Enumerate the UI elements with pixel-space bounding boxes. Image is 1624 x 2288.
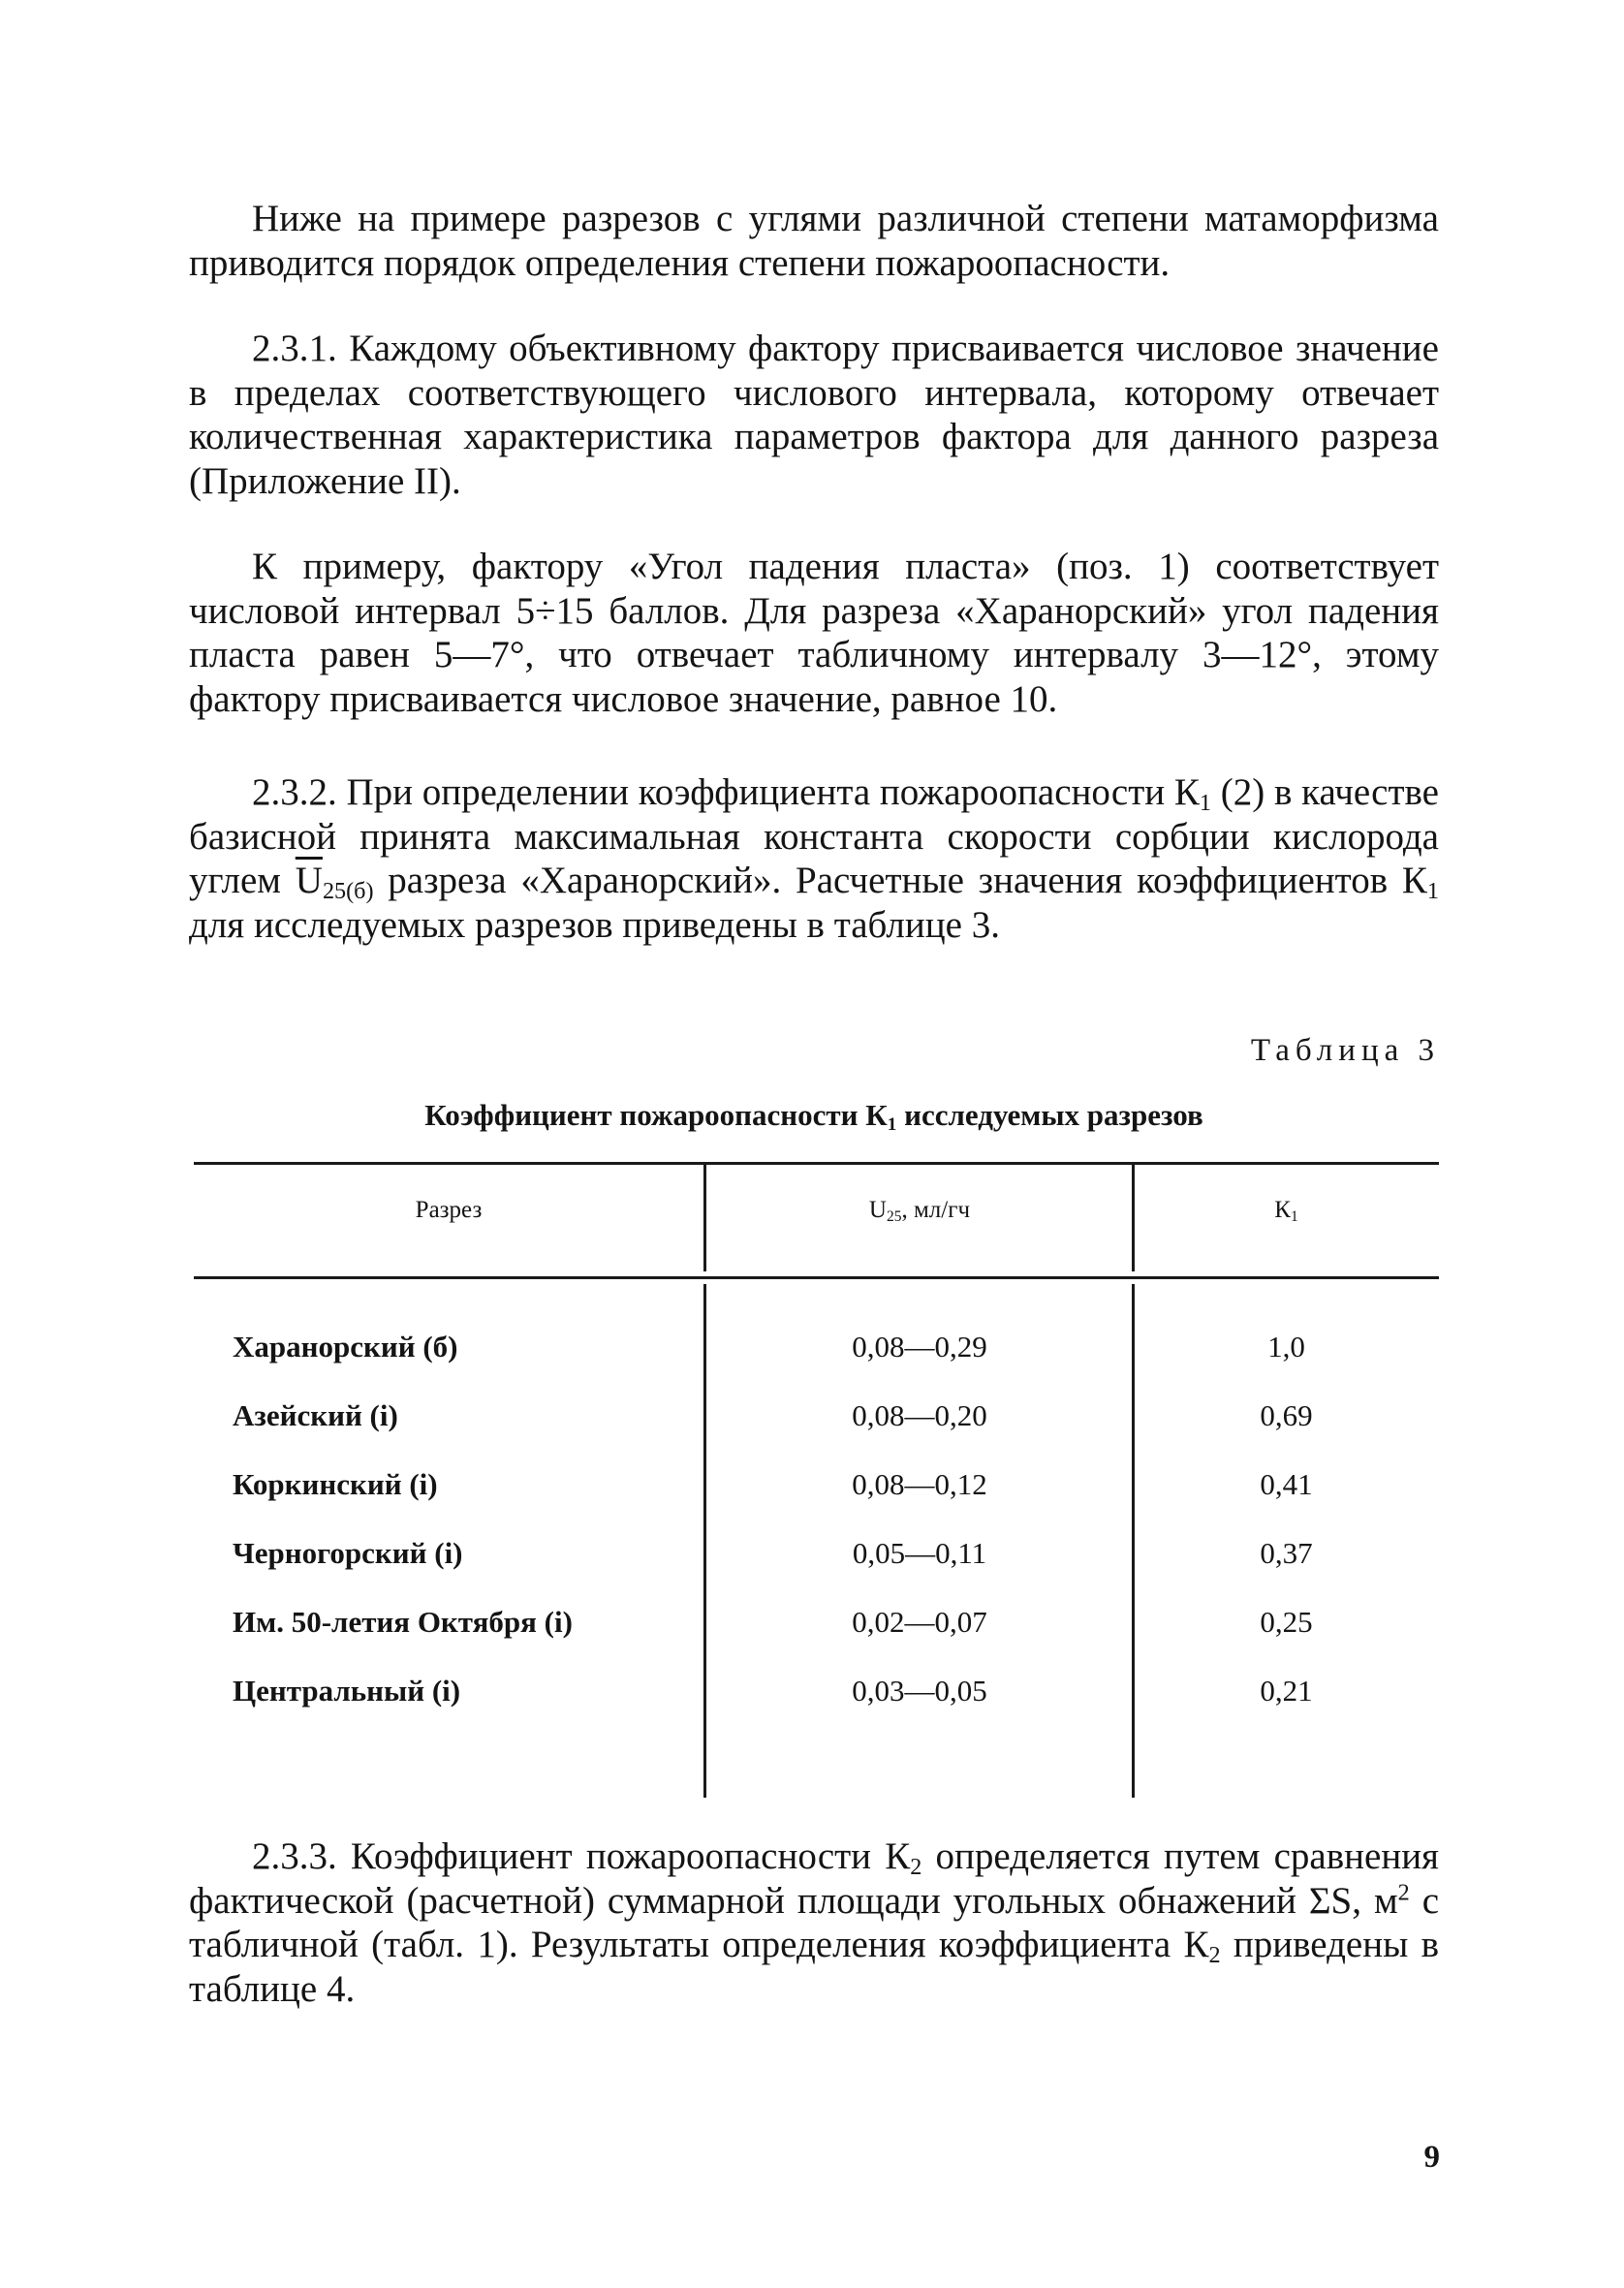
section-2-3-1-paragraph: 2.3.1. Каждому объективному фактору присваивается числовое значение в пределах соответствующего числового интервала, которому отвечает количественная характеристика параметров фактора для данного разреза (Приложение II). <box>189 328 1439 502</box>
table-cell-k1: 0,25 <box>1260 1605 1313 1639</box>
example-paragraph: К примеру, фактору «Угол падения пласта» (поз. 1) соответствует числовой интервал 5÷15 баллов. Для разреза «Харанорский» угол падения пласта равен 5—7°, что отвечает табличному интервалу 3—12°, этому фактору присваивается числовое значение, равное 10. <box>189 546 1439 720</box>
table-title: Коэффициент пожароопасности $К_1$ исследуемых разрезов <box>424 1098 1203 1135</box>
page-number: 9 <box>1423 2140 1440 2175</box>
column-header-u25: $U_{25}$, мл/гч <box>868 1197 971 1225</box>
intro-paragraph: Ниже на примере разрезов с углями различной степени матаморфизма приводится порядок определения степени пожароопасности. <box>189 198 1439 284</box>
column-header-k1: $К_1$ <box>1274 1197 1298 1225</box>
table-header-rule <box>194 1276 1439 1279</box>
table-cell-k1: 0,69 <box>1260 1398 1313 1432</box>
table-label: Таблица 3 <box>1250 1033 1440 1068</box>
column-header-razrez: Разрез <box>415 1197 483 1223</box>
table-cell-name: Харанорский (б) <box>233 1330 458 1363</box>
table-cell-u25: 0,02—0,07 <box>852 1605 987 1639</box>
section-2-3-3-paragraph: 2.3.3. Коэффициент пожароопасности $К_2$ определяется путем сравнения фактической (расчетной) суммарной площади угольных обнажений ΣS, $м^2$ с табличной (табл. 1). Результаты определения коэффициента $К_2$ приведены в таблице 4. <box>189 1835 1439 2010</box>
table-cell-u25: 0,08—0,20 <box>852 1398 987 1432</box>
table-cell-k1: 1,0 <box>1267 1330 1305 1363</box>
section-2-3-2-paragraph: 2.3.2. При определении коэффициента пожароопасности $К_1$ (2) в качестве базисной принята максимальная константа скорости сорбции кислорода углем $\overline{U}_{25(б)}$ разреза «Харанорский». Расчетные значения коэффициентов $К_1$ для исследуемых разрезов приведены в таблице 3. <box>189 771 1440 946</box>
table-cell-u25: 0,05—0,11 <box>852 1536 987 1570</box>
table-cell-name: Черногорский (i) <box>233 1536 463 1570</box>
table-cell-k1: 0,21 <box>1260 1674 1313 1708</box>
table-cell-u25: 0,08—0,12 <box>852 1467 987 1501</box>
table-cell-name: Центральный (i) <box>233 1674 461 1708</box>
table-cell-name: Им. 50-летия Октября (i) <box>233 1605 573 1639</box>
table-cell-k1: 0,41 <box>1260 1467 1313 1501</box>
table-cell-u25: 0,08—0,29 <box>852 1330 987 1363</box>
table-cell-k1: 0,37 <box>1260 1536 1313 1570</box>
table-cell-u25: 0,03—0,05 <box>852 1674 987 1708</box>
table-top-rule <box>194 1162 1439 1165</box>
table-cell-name: Коркинский (i) <box>233 1467 438 1501</box>
table-cell-name: Азейский (i) <box>233 1398 398 1432</box>
